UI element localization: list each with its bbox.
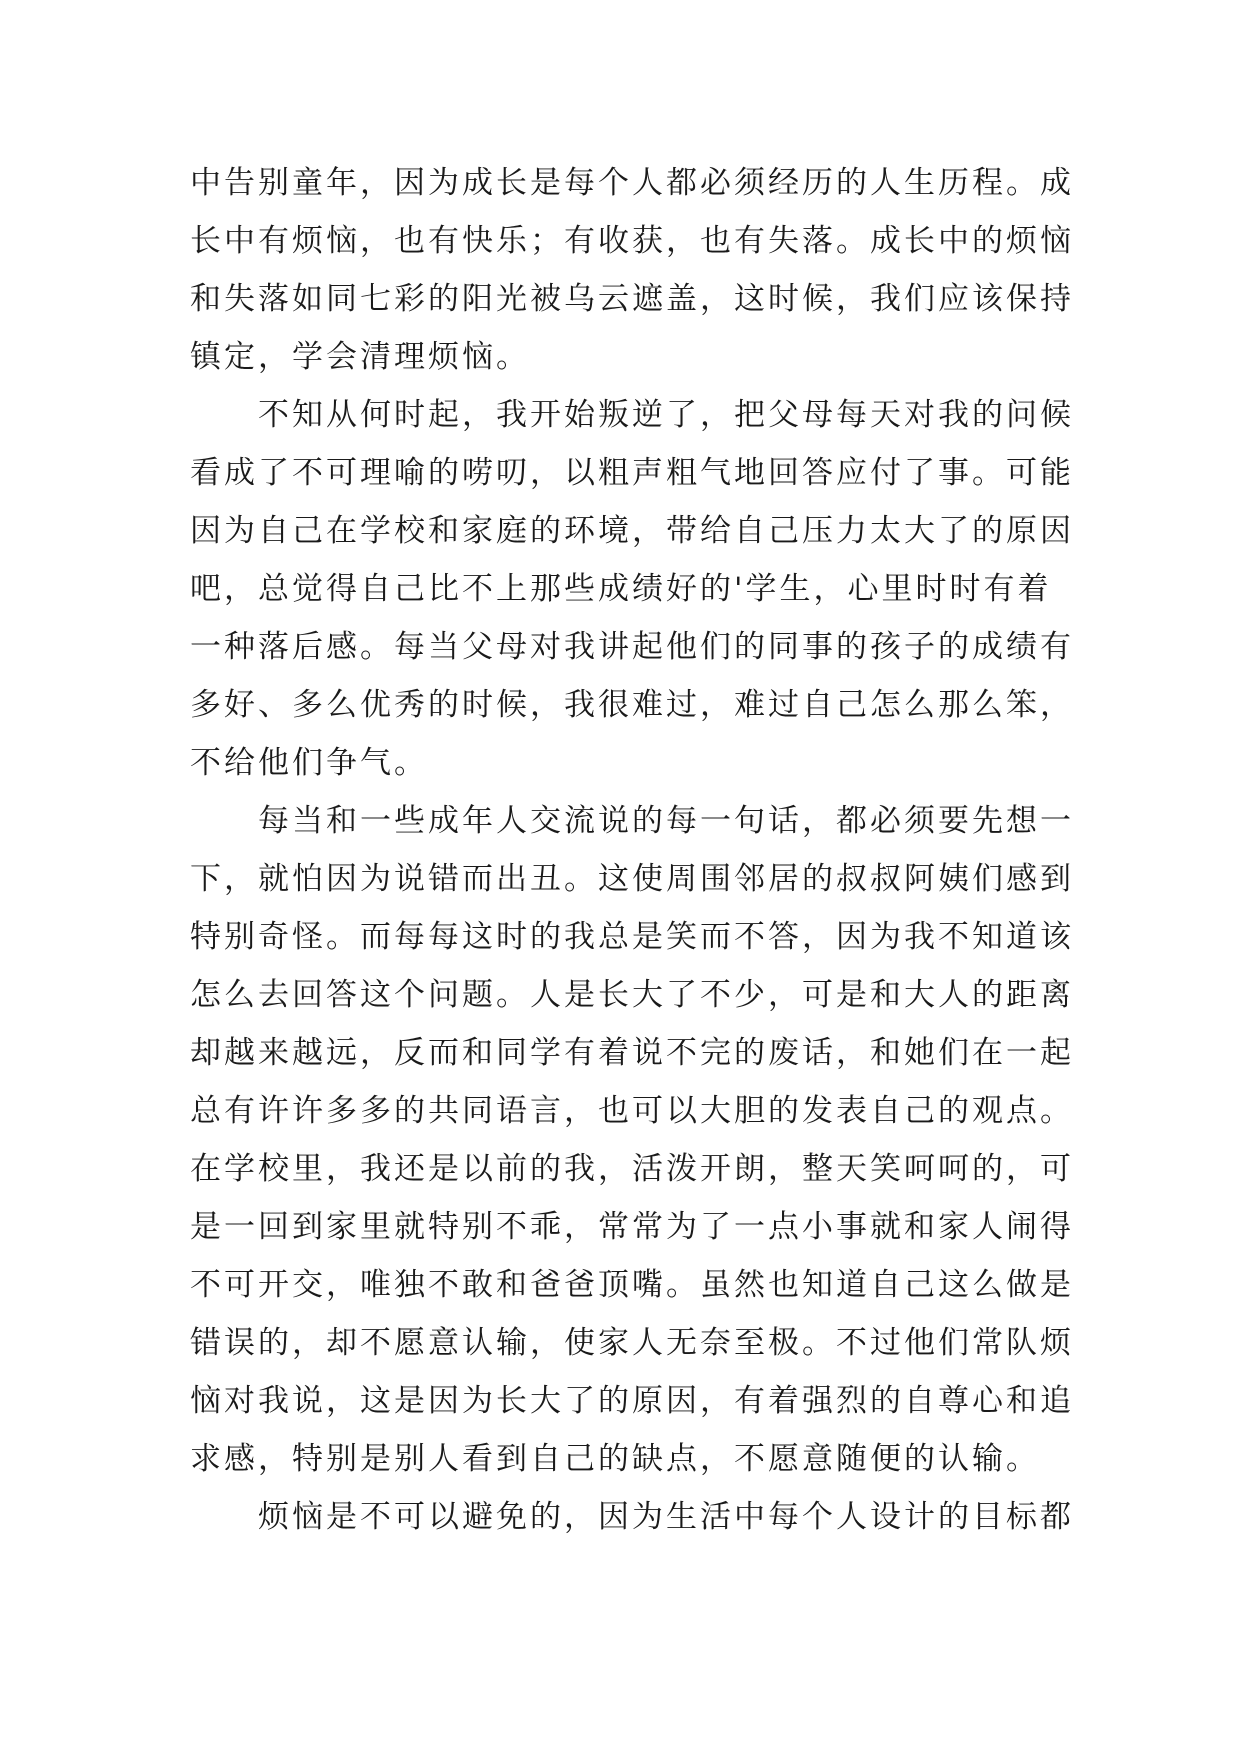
text-line: 长中有烦恼，也有快乐；有收获，也有失落。成长中的烦恼 — [190, 223, 1074, 259]
text-line: 错误的，却不愿意认输，使家人无奈至极。不过他们常队烦 — [190, 1325, 1074, 1361]
text-line: 恼对我说，这是因为长大了的原因，有着强烈的自尊心和追 — [190, 1383, 1074, 1419]
text-line: 怎么去回答这个问题。人是长大了不少，可是和大人的距离 — [190, 977, 1074, 1013]
text-line: 却越来越远，反而和同学有着说不完的废话，和她们在一起 — [190, 1035, 1074, 1071]
text-line: 镇定，学会清理烦恼。 — [190, 339, 530, 375]
body-text — [190, 154, 1074, 1546]
text-line: 总有许许多多的共同语言，也可以大胆的发表自己的观点。 — [190, 1093, 1074, 1129]
text-line: 中告别童年，因为成长是每个人都必须经历的人生历程。成 — [190, 165, 1074, 201]
paragraph-start-line: 烦恼是不可以避免的，因为生活中每个人设计的目标都 — [258, 1499, 1074, 1535]
paragraph-start-line: 每当和一些成年人交流说的每一句话，都必须要先想一 — [258, 803, 1074, 839]
text-line: 多好、多么优秀的时候，我很难过，难过自己怎么那么笨， — [190, 687, 1074, 723]
text-line: 不可开交，唯独不敢和爸爸顶嘴。虽然也知道自己这么做是 — [190, 1267, 1074, 1303]
text-line: 吧，总觉得自己比不上那些成绩好的'学生，心里时时有着 — [190, 571, 1052, 607]
paragraph-start-line: 不知从何时起，我开始叛逆了，把父母每天对我的问候 — [258, 397, 1074, 433]
text-line: 求感，特别是别人看到自己的缺点，不愿意随便的认输。 — [190, 1441, 1040, 1477]
text-line: 和失落如同七彩的阳光被乌云遮盖，这时候，我们应该保持 — [190, 281, 1074, 317]
text-line: 一种落后感。每当父母对我讲起他们的同事的孩子的成绩有 — [190, 629, 1074, 665]
text-line: 在学校里，我还是以前的我，活泼开朗，整天笑呵呵的，可 — [190, 1151, 1074, 1187]
text-line: 不给他们争气。 — [190, 745, 428, 781]
text-line: 是一回到家里就特别不乖，常常为了一点小事就和家人闹得 — [190, 1209, 1074, 1245]
text-line: 特别奇怪。而每每这时的我总是笑而不答，因为我不知道该 — [190, 919, 1074, 955]
text-line: 下，就怕因为说错而出丑。这使周围邻居的叔叔阿姨们感到 — [190, 861, 1074, 897]
text-line: 因为自己在学校和家庭的环境，带给自己压力太大了的原因 — [190, 513, 1074, 549]
text-line: 看成了不可理喻的唠叨，以粗声粗气地回答应付了事。可能 — [190, 455, 1074, 491]
